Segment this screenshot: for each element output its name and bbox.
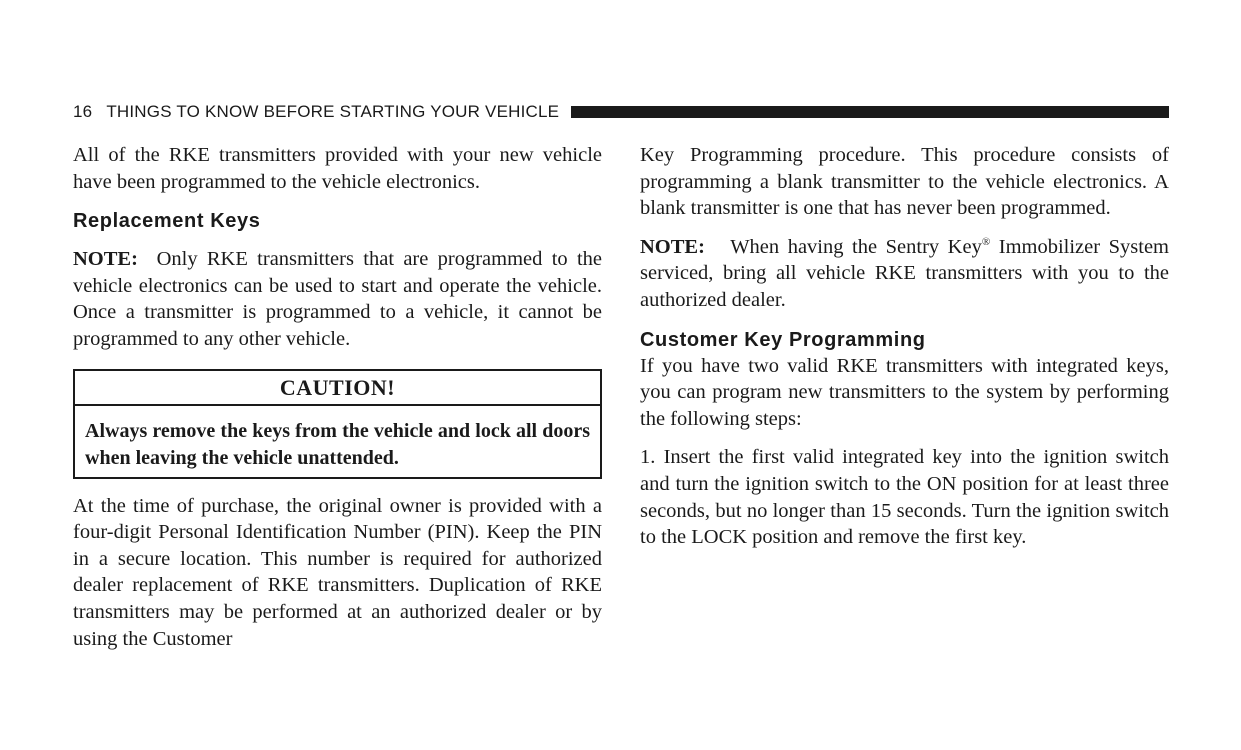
steps-intro-paragraph: If you have two valid RKE transmitters with integrated keys, you can program new transmitters to the system by performing the following steps: [640, 354, 1169, 430]
caution-title: CAUTION! [75, 371, 600, 406]
heading-customer-key-programming: Customer Key Programming [640, 328, 926, 351]
note-text-b: Immobilizer System serviced, bring all vehicle RKE transmitters with you to the authorized dealer. [640, 235, 1169, 311]
note-paragraph-2 [640, 234, 1169, 314]
page-number: 16 [73, 102, 93, 121]
note-text-a: When having the Sentry Key [730, 235, 982, 258]
pin-paragraph: At the time of purchase, the original owner is provided with a four-digit Personal Identification Number (PIN). Keep the PIN in a secure location. This number is required for authorized dealer replacement of RKE transmitters. Duplication of RKE transmitters may be performed at an authorized dealer or by using the Customer [73, 494, 602, 650]
note-text: Only RKE transmitters that are programmed to the vehicle electronics can be used to start and operate the vehicle. Once a transmitter is programmed to a vehicle, it cannot be programmed to any other vehicle. [73, 248, 603, 350]
note-paragraph [73, 246, 602, 352]
heading-replacement-keys: Replacement Keys [73, 210, 261, 233]
section-title: THINGS TO KNOW BEFORE STARTING YOUR VEHICLE [106, 102, 560, 121]
note-label: NOTE: [73, 248, 138, 271]
intro-paragraph: All of the RKE transmitters provided with your new vehicle have been programmed to the vehicle electronics. [73, 144, 602, 193]
note-label-2: NOTE: [640, 235, 705, 258]
caution-box [73, 369, 602, 479]
caution-text: Always remove the keys from the vehicle and lock all doors when leaving the vehicle unattended. [85, 419, 590, 469]
page-header [73, 102, 1169, 122]
procedure-paragraph: Key Programming procedure. This procedure consists of programming a blank transmitter to the vehicle electronics. A blank transmitter is one that has never been programmed. [640, 144, 1169, 220]
step-1-paragraph: 1. Insert the first valid integrated key into the ignition switch and turn the ignition switch to the ON position for at least three seconds, but no longer than 15 seconds. Turn the ignition switch to the LOCK position and remove the first key. [640, 446, 1169, 549]
left-column [73, 142, 602, 652]
registered-mark: ® [981, 235, 991, 248]
header-rule [571, 106, 1169, 118]
right-column [640, 142, 1169, 551]
